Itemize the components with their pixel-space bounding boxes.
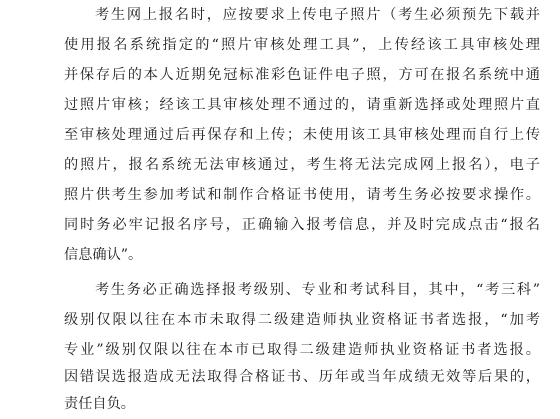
text-line: 考生务必正确选择报考级别、专业和考试科目，其中，“考三科” xyxy=(95,282,540,298)
text-line: 专业”级别仅限以往在本市已取得二级建造师执业资格证书者选报。 xyxy=(64,342,540,358)
text-line: 级别仅限以往在本市未取得二级建造师执业资格证书者选报，“加考 xyxy=(64,312,540,328)
text-line: 责任自负。 xyxy=(64,396,135,412)
text-line: 至审核处理通过后再保存和上传；未使用该工具审核处理而自行上传 xyxy=(64,127,540,143)
text-line: 同时务必牢记报名序号，正确输入报考信息，并及时完成点击“报名 xyxy=(64,217,540,233)
text-line: 因错误选报造成无法取得合格证书、历年或当年成绩无效等后果的， xyxy=(64,369,540,385)
text-line: 并保存后的本人近期免冠标准彩色证件电子照，方可在报名系统中通 xyxy=(64,67,540,83)
text-line: 使用报名系统指定的“照片审核处理工具”，上传经该工具审核处理 xyxy=(64,37,540,53)
text-line: 的照片，报名系统无法审核通过，考生将无法完成网上报名），电子 xyxy=(64,157,540,173)
text-line: 考生网上报名时，应按要求上传电子照片（考生必须预先下载并 xyxy=(95,7,540,23)
text-line: 过照片审核；经该工具审核处理不通过的，请重新选择或处理照片直 xyxy=(64,97,540,113)
text-line: 信息确认”。 xyxy=(64,247,143,263)
text-line: 照片供考生参加考试和制作合格证书使用，请考生务必按要求操作。 xyxy=(64,187,540,203)
